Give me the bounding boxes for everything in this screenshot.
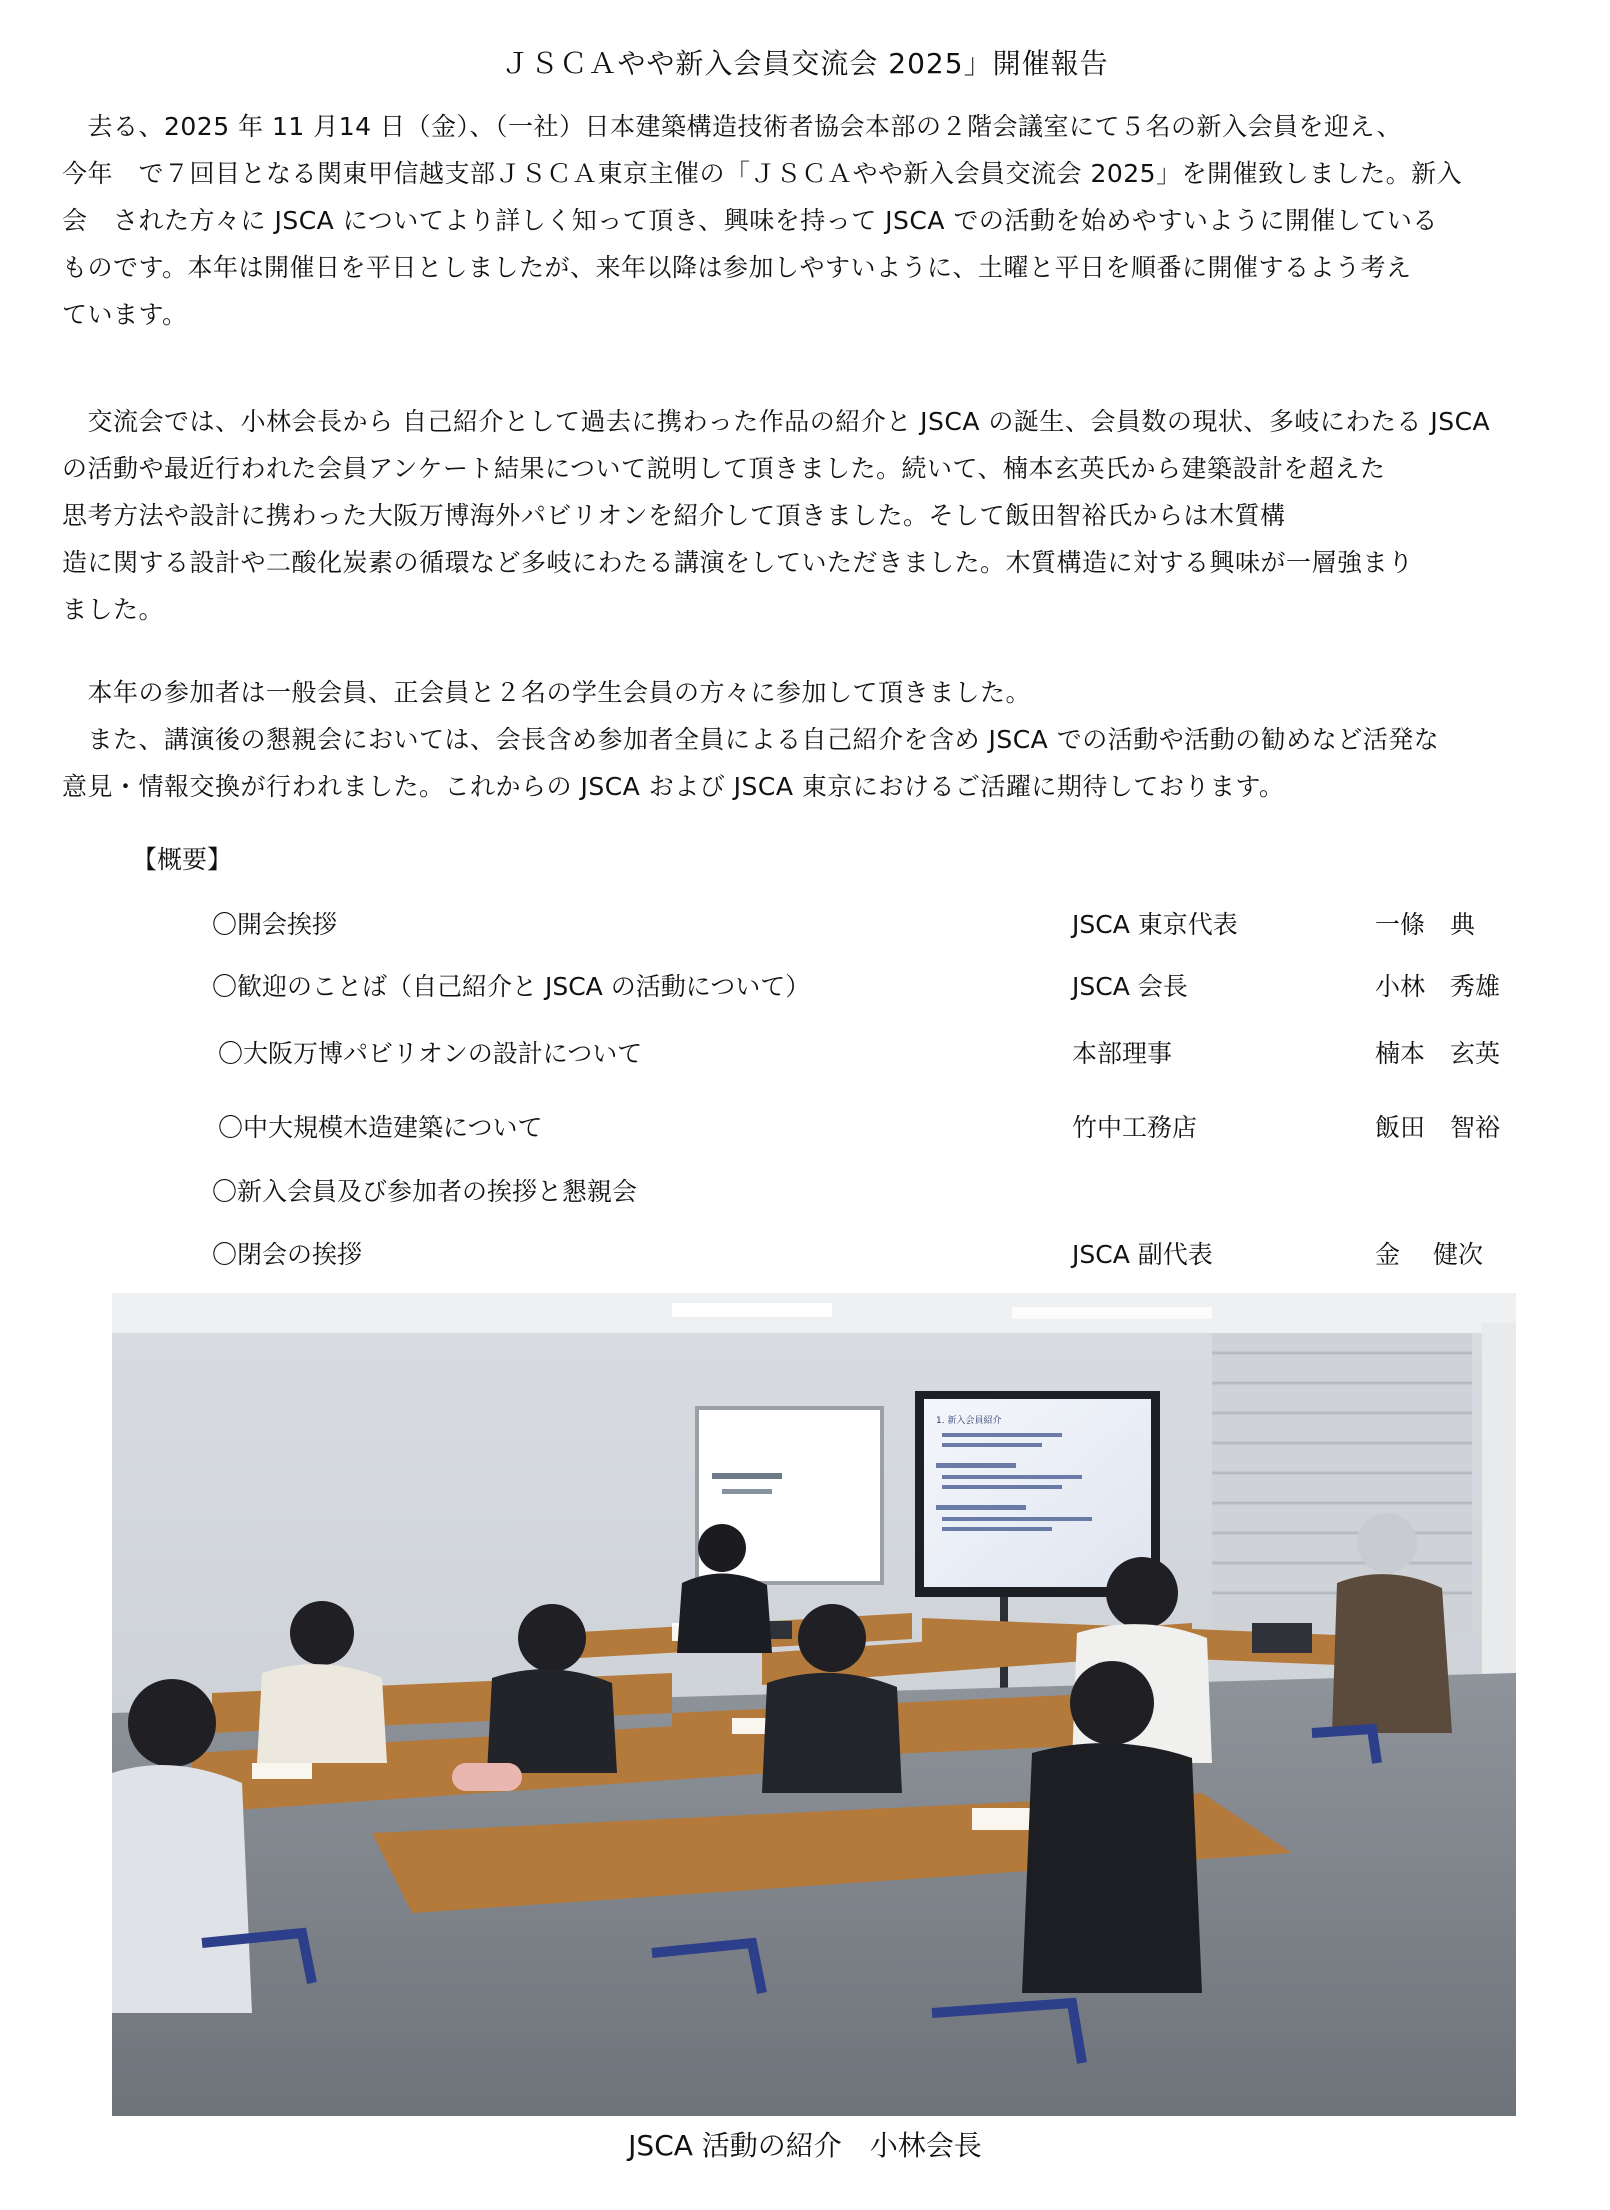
agenda-organization: JSCA 会長 — [1072, 972, 1188, 1001]
agenda-item: 〇中大規模木造建築について — [218, 1113, 543, 1142]
meeting-room-illustration — [112, 1293, 1516, 2116]
agenda-organization: 竹中工務店 — [1072, 1113, 1198, 1142]
agenda-speaker: 小林 秀雄 — [1375, 972, 1501, 1001]
agenda-row — [0, 1235, 1610, 1275]
paragraph-line: ものです。本年は開催日を平日としましたが、来年以降は参加しやすいように、土曜と平日を順番に開催するよう考え — [62, 253, 1412, 282]
paragraph-line: 造に関する設計や二酸化炭素の循環など多岐にわたる講演をしていただきました。木質構造に対する興味が一層強まり — [62, 548, 1414, 577]
paragraph-line: 会 された方々に JSCA についてより詳しく知って頂き、興味を持って JSCA での活動を始めやすいように開催している — [62, 206, 1438, 235]
document-title: ＪＳＣＡやや新入会員交流会 2025」開催報告 — [501, 47, 1109, 80]
agenda-item: 〇歓迎のことば（自己紹介と JSCA の活動について） — [212, 972, 811, 1001]
paragraph-line: 本年の参加者は一般会員、正会員と２名の学生会員の方々に参加して頂きました。 — [62, 678, 1032, 707]
session-paragraph — [62, 398, 1550, 633]
paragraph-line: ています。 — [62, 300, 188, 329]
agenda-item: 〇新入会員及び参加者の挨拶と懇親会 — [212, 1177, 638, 1206]
paragraph-line: 意見・情報交換が行われました。これからの JSCA および JSCA 東京におけるご活躍に期待しております。 — [62, 772, 1285, 801]
agenda-speaker: 楠本 玄英 — [1375, 1039, 1501, 1068]
agenda-speaker: 飯田 智裕 — [1375, 1113, 1501, 1142]
agenda-item: 〇大阪万博パビリオンの設計について — [218, 1039, 643, 1068]
intro-paragraph — [62, 103, 1550, 338]
photo-caption: JSCA 活動の紹介 小林会長 — [628, 2129, 982, 2162]
agenda-speaker: 一條 典 — [1375, 910, 1476, 939]
agenda-item: 〇開会挨拶 — [212, 910, 338, 939]
pencil-case — [452, 1763, 522, 1791]
paragraph-line: 去る、2025 年 11 月14 日（金）、（一社）日本建築構造技術者協会本部の２階会議室にて５名の新入会員を迎え、 — [62, 112, 1403, 141]
agenda-item: 〇閉会の挨拶 — [212, 1240, 363, 1269]
agenda-organization: JSCA 東京代表 — [1072, 910, 1238, 939]
laptop — [1252, 1623, 1312, 1653]
paragraph-line: 思考方法や設計に携わった大阪万博海外パビリオンを紹介して頂きました。そして飯田智裕氏からは木質構 — [62, 501, 1286, 530]
participants-paragraph — [62, 669, 1550, 810]
agenda-row — [0, 1172, 1610, 1212]
agenda-organization: 本部理事 — [1072, 1039, 1173, 1068]
agenda-row — [0, 1108, 1610, 1148]
event-photo — [112, 1293, 1516, 2116]
paragraph-line: 交流会では、小林会長から 自己紹介として過去に携わった作品の紹介と JSCA の誕生、会員数の現状、多岐にわたる JSCA — [62, 407, 1491, 436]
paragraph-line: の活動や最近行われた会員アンケート結果について説明して頂きました。続いて、楠本玄英氏から建築設計を超えた — [62, 454, 1386, 483]
agenda-row — [0, 1034, 1610, 1074]
summary-heading: 【概要】 — [132, 845, 233, 874]
agenda-row — [0, 967, 1610, 1007]
agenda-speaker: 金 健次 — [1375, 1240, 1483, 1269]
agenda-row — [0, 905, 1610, 945]
paragraph-line: ました。 — [62, 595, 165, 624]
agenda-organization: JSCA 副代表 — [1072, 1240, 1213, 1269]
paragraph-line: また、講演後の懇親会においては、会長含め参加者全員による自己紹介を含め JSCA での活動や活動の勧めなど活発な — [62, 725, 1440, 754]
screen-heading: 1. 新入会員紹介 — [936, 1416, 1002, 1426]
paragraph-line: 今年 で７回目となる関東甲信越支部ＪＳＣＡ東京主催の「ＪＳＣＡやや新入会員交流会 2025」を開催致しました。新入 — [62, 159, 1463, 188]
